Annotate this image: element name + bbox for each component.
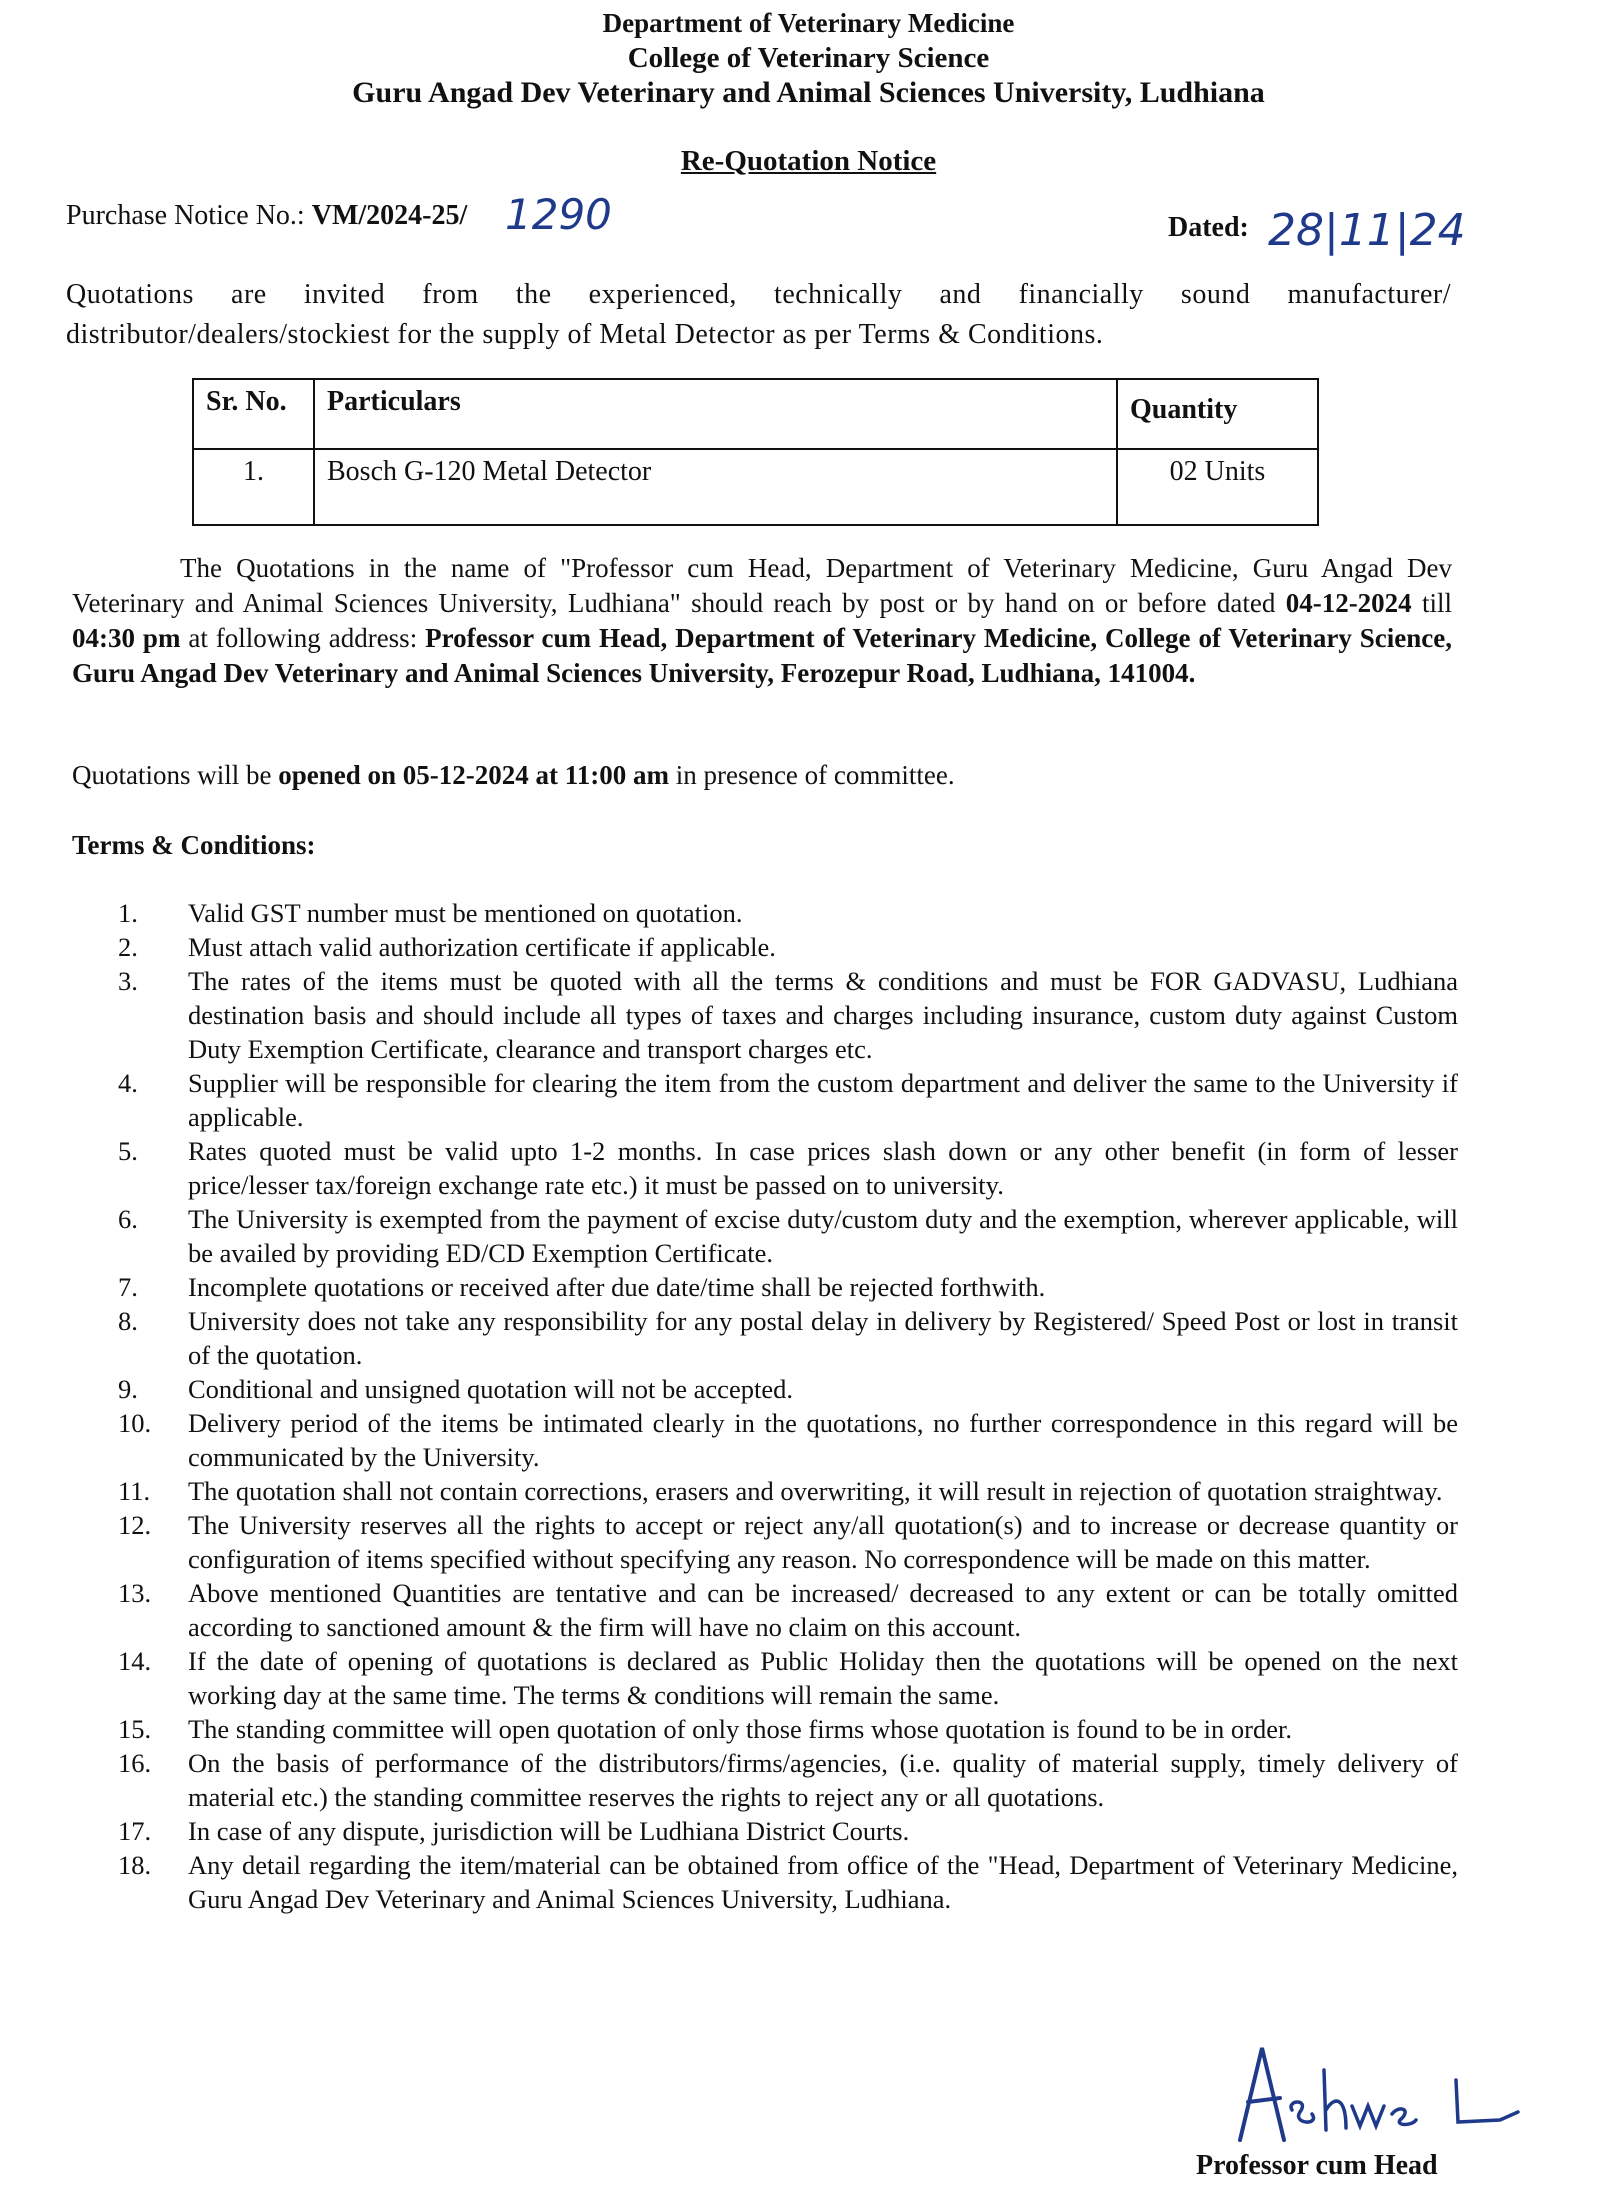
submission-text-2: till: [1411, 588, 1452, 618]
submission-date: 04-12-2024: [1285, 588, 1412, 618]
intro-paragraph: Quotations are invited from the experienced, technically and financially sound manufacturer/ distributor/dealers/stockiest for the supply of Metal Detector as per Terms & Conditions.: [66, 279, 1451, 350]
cell-quantity: 02 Units: [1117, 449, 1318, 525]
terms-list: [118, 896, 1458, 1916]
term-number: 12.: [118, 1510, 152, 1540]
term-text: Valid GST number must be mentioned on quotation.: [188, 898, 743, 928]
term-number: 2.: [118, 932, 138, 962]
list-item: [118, 1270, 1458, 1304]
list-item: [118, 1304, 1458, 1372]
list-item: [118, 1066, 1458, 1134]
header-sr-no: Sr. No.: [193, 379, 314, 449]
list-item: [118, 1644, 1458, 1712]
term-number: 3.: [118, 966, 138, 996]
opening-paragraph: [72, 758, 1452, 793]
signatory-title: Professor cum Head: [1196, 2150, 1438, 2181]
list-item: [118, 1508, 1458, 1576]
submission-text-1: The Quotations in the name of "Professor cum Head, Department of Veterinary Medicine, Guru Angad Dev Veterinary and Animal Sciences University, Ludhiana" should reach by post or by hand on or before dated: [72, 553, 1452, 618]
list-item: [118, 1406, 1458, 1474]
list-item: [118, 896, 1458, 930]
dated-label: Dated:: [1168, 212, 1249, 243]
department-name: Department of Veterinary Medicine: [602, 8, 1015, 38]
cell-sr-no: 1.: [193, 449, 314, 525]
term-number: 7.: [118, 1272, 138, 1302]
signature-drawing: [1200, 2040, 1530, 2150]
term-number: 4.: [118, 1068, 138, 1098]
term-number: 13.: [118, 1578, 152, 1608]
college-name: College of Veterinary Science: [627, 42, 990, 74]
submission-text-3: at following address:: [180, 623, 426, 653]
notice-title: Re-Quotation Notice: [680, 145, 937, 177]
header-particulars: Particulars: [314, 379, 1117, 449]
term-number: 8.: [118, 1306, 138, 1336]
term-number: 6.: [118, 1204, 138, 1234]
term-number: 15.: [118, 1714, 152, 1744]
list-item: [118, 1814, 1458, 1848]
opening-date-time: opened on 05-12-2024 at 11:00 am: [278, 760, 669, 790]
term-number: 17.: [118, 1816, 152, 1846]
list-item: [118, 1372, 1458, 1406]
terms-heading: Terms & Conditions:: [72, 830, 316, 860]
list-item: [118, 930, 1458, 964]
list-item: [118, 964, 1458, 1066]
term-text: Must attach valid authorization certificate if applicable.: [188, 932, 776, 962]
term-text: University does not take any responsibility for any postal delay in delivery by Registered/ Speed Post or lost in transit of the quotation.: [188, 1306, 1458, 1370]
list-item: [118, 1134, 1458, 1202]
purchase-notice-label: Purchase Notice No.:: [66, 200, 305, 231]
purchase-notice-number: VM/2024-25/: [311, 200, 468, 231]
list-item: [118, 1576, 1458, 1644]
table-header-row: [193, 379, 1318, 449]
term-text: The standing committee will open quotation of only those firms whose quotation is found to be in order.: [188, 1714, 1292, 1744]
list-item: [118, 1848, 1458, 1916]
term-text: On the basis of performance of the distributors/firms/agencies, (i.e. quality of material supply, timely delivery of material etc.) the standing committee reserves the rights to reject any or all quotations.: [188, 1748, 1458, 1812]
term-text: Incomplete quotations or received after due date/time shall be rejected forthwith.: [188, 1272, 1046, 1302]
table-row: [193, 449, 1318, 525]
handwritten-signature: [1200, 2040, 1530, 2155]
purchase-notice-line: [66, 200, 467, 232]
list-item: [118, 1474, 1458, 1508]
term-text: Conditional and unsigned quotation will not be accepted.: [188, 1374, 793, 1404]
submission-address: Professor cum Head, Department of Veterinary Medicine, College of Veterinary Science, Guru Angad Dev Veterinary and Animal Sciences University, Ferozepur Road, Ludhiana, 141004.: [72, 623, 1452, 688]
submission-time: 04:30 pm: [72, 623, 181, 653]
term-number: 14.: [118, 1646, 152, 1676]
term-number: 18.: [118, 1850, 152, 1880]
term-text: Above mentioned Quantities are tentative and can be increased/ decreased to any extent or can be totally omitted according to sanctioned amount & the firm will have no claim on this account.: [188, 1578, 1458, 1642]
term-text: The University reserves all the rights to accept or reject any/all quotation(s) and to increase or decrease quantity or configuration of items specified without specifying any reason. No correspondence will be made on this matter.: [188, 1510, 1458, 1574]
list-item: [118, 1202, 1458, 1270]
items-table: [192, 378, 1319, 526]
term-number: 1.: [118, 898, 138, 928]
term-number: 5.: [118, 1136, 138, 1166]
term-text: The quotation shall not contain corrections, erasers and overwriting, it will result in rejection of quotation straightway.: [188, 1476, 1443, 1506]
handwritten-notice-number: 1290: [505, 190, 612, 239]
list-item: [118, 1712, 1458, 1746]
term-number: 10.: [118, 1408, 152, 1438]
university-name: Guru Angad Dev Veterinary and Animal Sciences University, Ludhiana: [352, 76, 1265, 109]
list-item: [118, 1746, 1458, 1814]
term-number: 11.: [118, 1476, 151, 1506]
handwritten-date: 28|11|24: [1268, 205, 1466, 256]
term-text: Delivery period of the items be intimated clearly in the quotations, no further correspondence in this regard will be communicated by the University.: [188, 1408, 1458, 1472]
term-text: The University is exempted from the payment of excise duty/custom duty and the exemption, wherever applicable, will be availed by providing ED/CD Exemption Certificate.: [188, 1204, 1458, 1268]
term-text: In case of any dispute, jurisdiction will be Ludhiana District Courts.: [188, 1816, 910, 1846]
term-text: The rates of the items must be quoted with all the terms & conditions and must be FOR GADVASU, Ludhiana destination basis and should include all types of taxes and charges including insurance, custom duty against Custom Duty Exemption Certificate, clearance and transport charges etc.: [188, 966, 1458, 1064]
cell-particulars: Bosch G-120 Metal Detector: [314, 449, 1117, 525]
term-text: Any detail regarding the item/material can be obtained from office of the "Head, Department of Veterinary Medicine, Guru Angad Dev Veterinary and Animal Sciences University, Ludhiana.: [188, 1850, 1458, 1914]
term-text: Supplier will be responsible for clearing the item from the custom department and deliver the same to the University if applicable.: [188, 1068, 1458, 1132]
term-number: 16.: [118, 1748, 152, 1778]
header-quantity: Quantity: [1117, 379, 1318, 449]
term-text: If the date of opening of quotations is declared as Public Holiday then the quotations will be opened on the next working day at the same time. The terms & conditions will remain the same.: [188, 1646, 1458, 1710]
submission-paragraph: [72, 551, 1452, 691]
term-text: Rates quoted must be valid upto 1-2 months. In case prices slash down or any other benefit (in form of lesser price/lesser tax/foreign exchange rate etc.) it must be passed on to university.: [188, 1136, 1458, 1200]
term-number: 9.: [118, 1374, 138, 1404]
opening-text-2: in presence of committee.: [668, 760, 955, 790]
opening-text-1: Quotations will be: [72, 760, 279, 790]
